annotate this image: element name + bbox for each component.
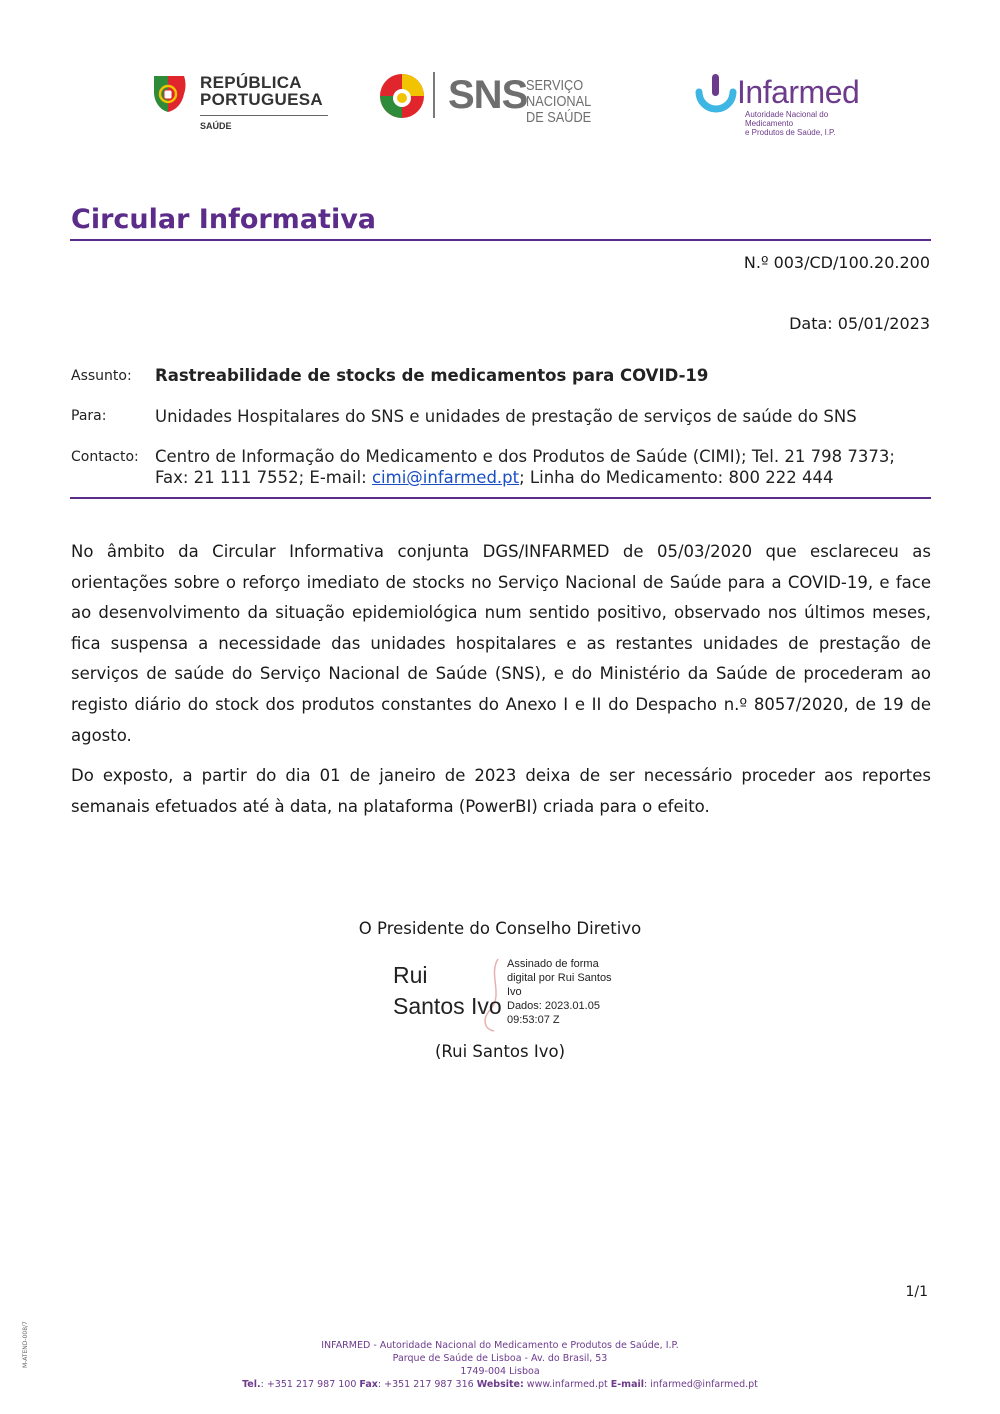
sns-emblem-icon [378,72,426,120]
infarmed-name: Infarmed [737,74,860,110]
footer-line2: Parque de Saúde de Lisboa - Av. do Brasil, 53 [392,1353,608,1364]
footer-fax: : +351 217 987 316 [377,1379,477,1390]
para-label: Para: [71,408,107,424]
footer-email-label: E-mail [610,1379,645,1390]
body-paragraph-1: No âmbito da Circular Informativa conjunta DGS/INFARMED de 05/03/2020 que esclareceu as orientações sobre o reforço imediato de stocks no Serviço Nacional de Saúde para a COVID-19, e face ao desenvolvimento da situação epidemiológica num sentido positivo, observado nos últimos meses, fica suspensa a necessidade das unidades hospitalares e as restantes unidades de prestação de serviços de saúde do Serviço Nacional de Saúde (SNS), e do Ministério da Saúde de procederam ao registo diário do stock dos produtos constantes do Anexo I e II do Despacho n.º 8057/2020, de 19 de agosto. [71,542,931,745]
rp-line2: PORTUGUESA [200,90,323,109]
contacto-line2 [155,467,931,488]
signature-info-3: Ivo [507,986,522,998]
contacto-linha: ; Linha do Medicamento: 800 222 444 [519,468,834,487]
title-rule [70,239,931,241]
sns-line1: SERVIÇO NACIONAL [526,77,592,110]
contacto-label: Contacto: [71,449,139,465]
infarmed-logo [695,72,870,137]
sns-line2: DE SAÚDE [526,109,592,126]
footer-line3: 1749-004 Lisboa [460,1366,540,1377]
document-title: Circular Informativa [71,204,377,235]
assunto-value: Rastreabilidade de stocks de medicamentos para COVID-19 [155,366,709,385]
page-number: 1/1 [905,1284,928,1300]
contacto-fax: Fax: 21 111 7552; E-mail: [155,468,372,487]
sns-acronym: SNS [448,73,528,117]
footer-line1: INFARMED - Autoridade Nacional do Medicamento e Produtos de Saúde, I.P. [321,1340,679,1351]
footer-fax-label: Fax [359,1379,378,1390]
republica-portuguesa-logo [150,72,335,136]
assunto-label: Assunto: [71,368,132,384]
footer-website-link[interactable]: www.infarmed.pt [523,1379,611,1390]
rp-divider [200,115,328,116]
footer-email-link[interactable]: : infarmed@infarmed.pt [644,1379,758,1390]
footer-contacts [0,1378,1000,1391]
signature-name-line2: Santos Ivo [393,993,502,1019]
contacto-value [155,446,931,488]
signature-info-2: digital por Rui Santos [507,972,612,984]
footer-web-label: Website: [476,1379,524,1390]
infarmed-emblem-icon [695,72,737,116]
sns-logo [378,70,653,126]
contacto-email-link[interactable]: cimi@infarmed.pt [371,468,520,487]
rp-line1: REPÚBLICA [200,73,302,92]
rp-sub: SAÚDE [200,121,232,131]
body-paragraph-2: Do exposto, a partir do dia 01 de janeiro de 2023 deixa de ser necessário proceder aos reportes semanais efetuados até à data, na plataforma (PowerBI) criada para o efeito. [71,766,931,816]
signature-name [393,960,502,1022]
signatory-role: O Presidente do Conselho Diretivo [358,919,642,938]
footer-tel-label: Tel. [242,1379,261,1390]
sns-divider [433,72,435,118]
contacto-line1: Centro de Informação do Medicamento e dos Produtos de Saúde (CIMI); Tel. 21 798 7373; [155,447,895,466]
infarmed-sub2: e Produtos de Saúde, I.P. [745,128,836,137]
document-date: Data: 05/01/2023 [789,314,930,333]
infarmed-sub1: Autoridade Nacional do Medicamento [745,110,829,128]
para-value: Unidades Hospitalares do SNS e unidades de prestação de serviços de saúde do SNS [155,407,857,426]
signature-name-line1: Rui [393,962,428,988]
signature-info-4: Dados: 2023.01.05 [507,1000,600,1012]
form-code: M-ATEND-008/7 [22,1321,29,1368]
header-bottom-rule [70,497,931,499]
footer-tel: : +351 217 987 100 [260,1379,360,1390]
signature-info [507,957,627,1027]
signatory-printed-name: (Rui Santos Ivo) [434,1042,566,1061]
signature-info-5: 09:53:07 Z [507,1014,560,1026]
footer [0,1339,1000,1391]
signature-info-1: Assinado de forma [507,958,599,970]
reference-number: N.º 003/CD/100.20.200 [743,253,930,272]
portugal-emblem-icon [150,72,190,116]
